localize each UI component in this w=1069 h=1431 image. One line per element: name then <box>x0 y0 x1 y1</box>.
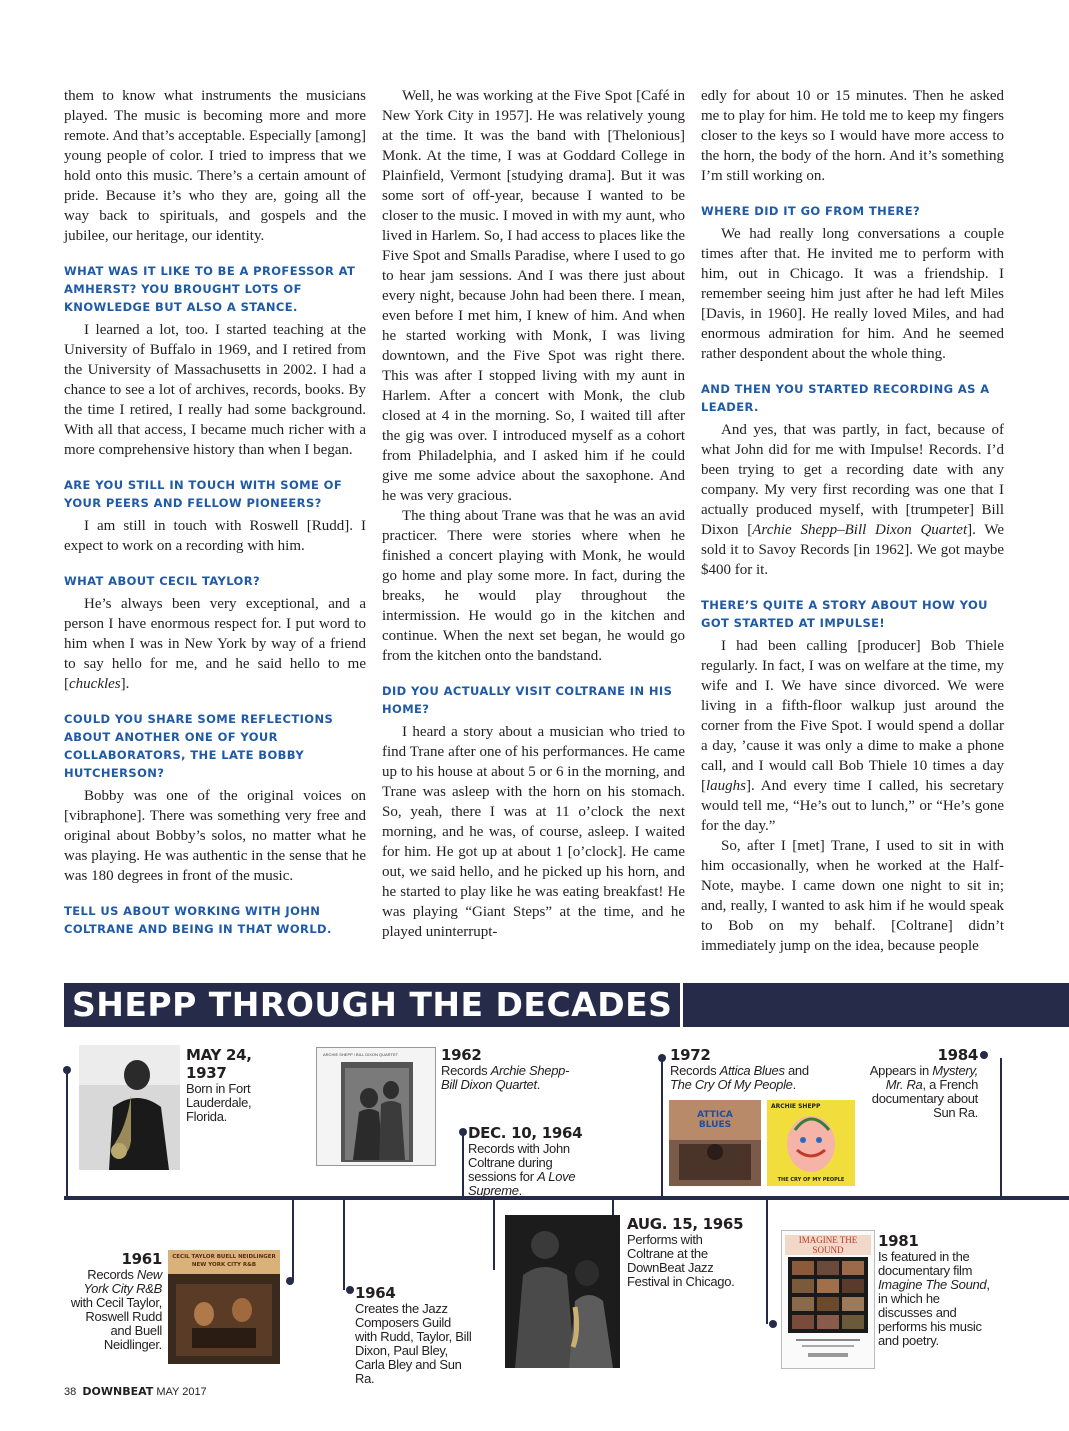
timeline-event-1937 <box>186 1046 286 1124</box>
timeline-event-1961: 1961 Records New York City R&B with Cecil Taylor, Roswell Rudd and Buell Neidlinger. <box>64 1250 162 1352</box>
timeline-stem <box>661 1058 663 1198</box>
event-date: AUG. 15, 1965 <box>627 1215 744 1233</box>
timeline-stem <box>493 1198 495 1270</box>
paragraph: Bobby was one of the original voices on [vibraphone]. There was something very free and original about Bobby’s solos, no matter what he was playing. He was authentic in the sense that he was 180 degrees in front of the music. <box>64 788 366 884</box>
event-date: 1961 <box>121 1250 162 1268</box>
poster-title: IMAGINE THE SOUND <box>785 1235 871 1255</box>
timeline-event-1965 <box>627 1215 752 1289</box>
article-column-2 <box>382 86 685 942</box>
timeline-event-1962: 1962 Records Archie Shepp-Bill Dixon Quartet. <box>441 1046 570 1092</box>
page-footer <box>64 1385 207 1398</box>
album-cover-nyc-rb <box>168 1250 280 1364</box>
timeline-event-1972: 1972 Records Attica Blues and The Cry Of My People. <box>670 1046 809 1092</box>
album-cover-cry-of-my-people <box>767 1100 855 1186</box>
paragraph: them to know what instruments the musicians played. The music is becoming more and more remote. And that’s acceptable. Especially [among] young people of color. I tried to impress that we hold onto this music. There’s a certain amount of pride. Because it’s who they are, going all the way back to spirituals, and gospels and the jubilee, our heritage, our identity. <box>64 88 366 244</box>
paragraph: The thing about Trane was that he was an avid practicer. There were stories where when he finished a concert playing with Monk, he would go home and play some more. In fact, during the breaks, he would play throughout the intermission. He would go in the kitchen and continue. When the next set began, he would go from the kitchen onto the bandstand. <box>382 508 685 664</box>
timeline-stem <box>462 1132 464 1198</box>
question-heading: WHERE DID IT GO FROM THERE? <box>701 204 921 218</box>
article-column-3 <box>701 86 1004 956</box>
timeline-stem <box>66 1070 68 1198</box>
paragraph: Well, he was working at the Five Spot [Café in New York City in 1957]. He was relatively young at the time. It was the band with [Thelonious] Monk. At the time, I was at Goddard College in Plainfield, Vermont [studying drama]. But it was some sort of off-year, because I wanted to be closer to the music. I moved in with my aunt, who lived in Harlem. So, I had access to places like the Five Spot and Smalls Paradise, where I used to go to hear jam sessions. And I was there just about every night, because John had been there. I mean, even before I met him, I knew of him. And when he started working with Monk, I was living downtown, and the Five Spot was right there. This was after I stopped living with my aunt in Harlem. After a concert with Monk, the club closed at 4 in the morning. So, I waited till after the gig was over. I introduced myself as a cohort from Philadelphia, and I asked him if he could give me some advice about the saxophone. And he was very gracious. <box>382 88 685 504</box>
cover-title: ATTICA BLUES <box>697 1110 733 1130</box>
event-date: DEC. 10, 1964 <box>468 1124 583 1142</box>
album-cover-attica-blues <box>669 1100 761 1186</box>
paragraph: He’s always been very exceptional, and a person I have enormous respect for. I put word to him when I was in New York by way of a friend to say hello for me, and he said hello to me [chuckles]. <box>64 596 366 692</box>
event-text: Creates the Jazz Composers Guild with Rudd, Taylor, Bill Dixon, Paul Bley, Carla Bley and Sun Ra. <box>355 1301 472 1386</box>
timeline-event-1964-guild <box>355 1284 475 1386</box>
cover-subtitle: THE CRY OF MY PEOPLE <box>777 1177 845 1183</box>
article-column-1 <box>64 86 366 942</box>
timeline-dot <box>286 1277 294 1285</box>
question-heading: THERE’S QUITE A STORY ABOUT HOW YOU GOT STARTED AT IMPULSE! <box>701 598 988 630</box>
question-heading: WHAT WAS IT LIKE TO BE A PROFESSOR AT AMHERST? YOU BROUGHT LOTS OF KNOWLEDGE BUT ALSO A STANCE. <box>64 264 356 314</box>
paragraph: And yes, that was partly, in fact, because of what John did for me with Impulse! Records. I’d been trying to get a recording date with any company. My very first recording was one that I actually produced myself, with [trumpeter] Bill Dixon [Archie Shepp–Bill Dixon Quartet]. We sold it to Savoy Records [in 1962]. We got maybe $400 for it. <box>701 422 1004 578</box>
question-heading: TELL US ABOUT WORKING WITH JOHN COLTRANE AND BEING IN THAT WORLD. <box>64 904 332 936</box>
question-heading: ARE YOU STILL IN TOUCH WITH SOME OF YOUR PEERS AND FELLOW PIONEERS? <box>64 478 343 510</box>
cover-title: ARCHIE SHEPP <box>771 1103 821 1110</box>
question-heading: AND THEN YOU STARTED RECORDING AS A LEADER. <box>701 382 990 414</box>
question-heading: DID YOU ACTUALLY VISIT COLTRANE IN HIS HOME? <box>382 684 673 716</box>
paragraph: I heard a story about a musician who tried to find Trane after one of his performances. He came up to his house at about 5 or 6 in the morning, and Trane was asleep with the horn on his stomach. So, yeah, there I was at 11 o’clock the next morning, and he was, of course, asleep. I waited for him. He got up at about 1 [o’clock]. He came out, we said hello, and he picked up his horn, and he started to play like he was eating breakfast! He was playing “Giant Steps” at the time, and he played uninterrupt- <box>382 724 685 940</box>
cover-title: CECIL TAYLOR BUELL NEIDLINGER NEW YORK CITY R&B <box>172 1254 276 1268</box>
event-date: 1984 <box>937 1046 978 1064</box>
event-date: 1964 <box>355 1284 396 1302</box>
event-date: 1962 <box>441 1046 482 1064</box>
timeline-banner <box>64 983 1069 1027</box>
timeline-stem <box>292 1198 294 1280</box>
coltrane-shepp-photo <box>505 1215 620 1368</box>
timeline-dot <box>63 1066 71 1074</box>
timeline-dot <box>346 1286 354 1294</box>
paragraph: I am still in touch with Roswell [Rudd]. I expect to work on a recording with him. <box>64 518 366 554</box>
timeline-dot <box>658 1054 666 1062</box>
saxophonist-photo <box>79 1045 180 1170</box>
event-text: Born in Fort Lauderdale, Florida. <box>186 1081 252 1124</box>
paragraph: We had really long conversations a couple times after that. He invited me to perform with him, out in Chicago. It was a friendship. I remember seeing him just after he had left Miles [Davis, in 1960]. He really loved Miles, and had enormous admiration for him. And he seemed rather despondent about the whole thing. <box>701 226 1004 362</box>
event-date: 1972 <box>670 1046 711 1064</box>
album-cover-shepp-dixon <box>316 1047 436 1166</box>
timeline-event-1964-dec: DEC. 10, 1964 Records with John Coltrane during sessions for A Love Supreme. <box>468 1124 583 1198</box>
paragraph: edly for about 10 or 15 minutes. Then he asked me to play for him. He told me to keep my fingers closer to the keys so I would have more access to the horn, the body of the horn. And it’s something I’m still working on. <box>701 88 1004 184</box>
event-date: MAY 24, 1937 <box>186 1046 252 1082</box>
question-heading: COULD YOU SHARE SOME REFLECTIONS ABOUT ANOTHER ONE OF YOUR COLLABORATORS, THE LATE BOBBY HUTCHERSON? <box>64 712 334 780</box>
issue-date: MAY 2017 <box>156 1386 207 1398</box>
timeline-dot <box>769 1320 777 1328</box>
magazine-name: DOWNBEAT <box>82 1385 154 1398</box>
paragraph: I learned a lot, too. I started teaching at the University of Buffalo in 1969, and I retired from the University of Massachusetts in 2002. I had a chance to see a lot of archives, records, books. By the time I retired, I really had some background. With all that access, I became much richer with a more comprehensive history than when I began. <box>64 322 366 458</box>
timeline-stem <box>343 1198 345 1290</box>
paragraph: I had been calling [producer] Bob Thiele regularly. In fact, I was on welfare at the time, my wife and I. We have since divorced. We were living in a fifth-floor walkup just around the corner from the Five Spot. I would spend a dollar a day, ’cause it was only a dime to make a phone call, and I would call Bob Thiele 10 times a day [laughs]. And every time I called, his secretary would tell me, “He’s out to lunch,” or “He’s gone for the day.” <box>701 638 1004 834</box>
event-date: 1981 <box>878 1232 919 1250</box>
page-number: 38 <box>64 1386 77 1398</box>
timeline-stem <box>1000 1058 1002 1198</box>
question-heading: WHAT ABOUT CECIL TAYLOR? <box>64 574 261 588</box>
timeline-stem <box>766 1198 768 1324</box>
event-text: Performs with Coltrane at the DownBeat Jazz Festival in Chicago. <box>627 1232 735 1289</box>
timeline-dot <box>459 1128 467 1136</box>
timeline-event-1984: 1984 Appears in Mystery, Mr. Ra, a French documentary about Sun Ra. <box>869 1046 978 1120</box>
paragraph: So, after I [met] Trane, I used to sit in with him occasionally, when he worked at the Half-Note, maybe. I came down one night to sit in; and, really, I wanted to ask him if he would speak to Bob on my behalf. [Coltrane] didn’t immediately jump on the idea, because people <box>701 838 1004 954</box>
imagine-the-sound-poster <box>781 1230 875 1369</box>
timeline-title: SHEPP THROUGH THE DECADES <box>64 983 683 1027</box>
cover-title: ARCHIE SHEPP / BILL DIXON QUARTET <box>323 1052 399 1057</box>
timeline-event-1981: 1981 Is featured in the documentary film Imagine The Sound, in which he discusses and performs his music and poetry. <box>878 1232 993 1348</box>
timeline-dot <box>980 1051 988 1059</box>
